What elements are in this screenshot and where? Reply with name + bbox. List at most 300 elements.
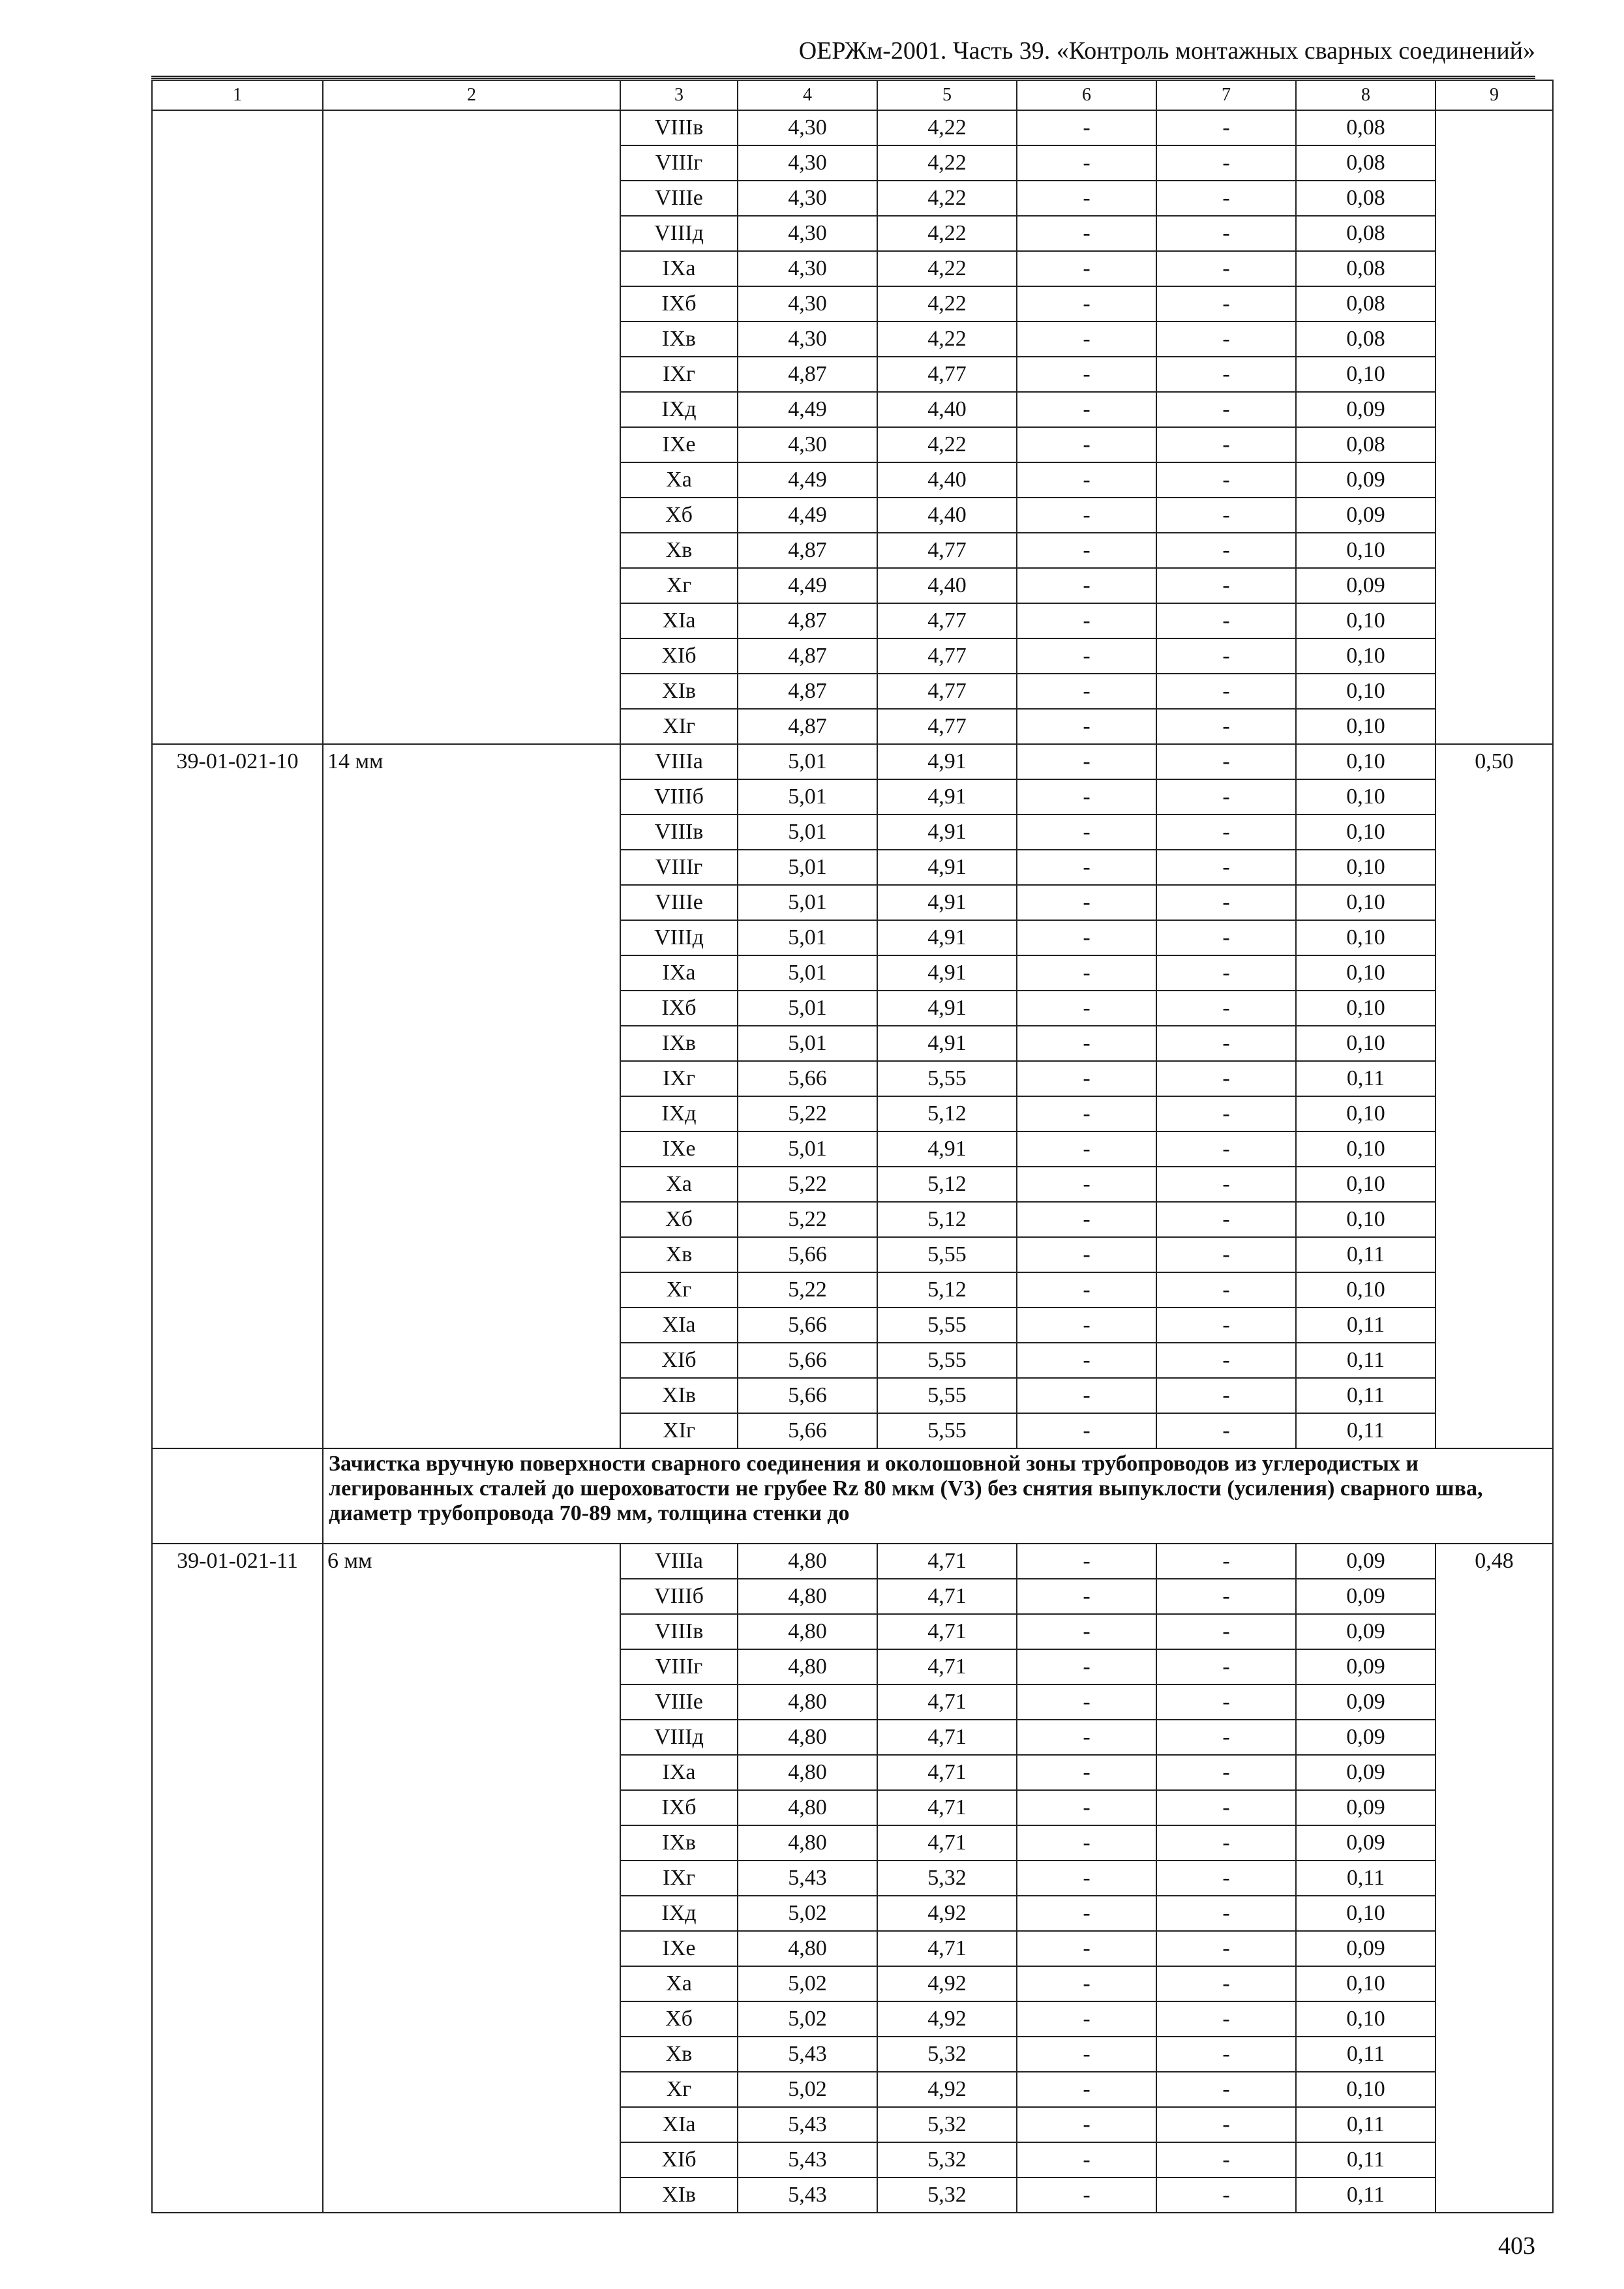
value-col-4: 4,30 [738, 145, 877, 181]
value-col-5: 5,32 [877, 2107, 1017, 2142]
region-code: Xв [620, 2037, 738, 2072]
value-col-5: 5,32 [877, 2037, 1017, 2072]
value-col-8: 0,10 [1296, 603, 1436, 638]
value-col-8: 0,11 [1296, 1308, 1436, 1343]
value-col-7: - [1156, 498, 1296, 533]
value-col-7: - [1156, 674, 1296, 709]
value-col-7: - [1156, 1202, 1296, 1237]
value-col-8: 0,10 [1296, 357, 1436, 392]
value-col-8: 0,11 [1296, 1237, 1436, 1272]
value-col-8: 0,11 [1296, 1861, 1436, 1896]
value-col-4: 5,22 [738, 1167, 877, 1202]
value-col-6: - [1017, 1272, 1156, 1308]
value-col-7: - [1156, 322, 1296, 357]
region-code: XIа [620, 1308, 738, 1343]
value-col-8: 0,10 [1296, 991, 1436, 1026]
value-col-6: - [1017, 568, 1156, 603]
value-col-8: 0,10 [1296, 1131, 1436, 1167]
value-col-6: - [1017, 815, 1156, 850]
total-value: 0,50 [1436, 744, 1553, 1448]
value-col-6: - [1017, 955, 1156, 991]
value-col-7: - [1156, 568, 1296, 603]
value-col-8: 0,09 [1296, 568, 1436, 603]
wall-thickness [323, 110, 620, 744]
value-col-4: 4,80 [738, 1579, 877, 1614]
value-col-5: 4,40 [877, 568, 1017, 603]
region-code: IXг [620, 1061, 738, 1096]
value-col-5: 4,71 [877, 1614, 1017, 1649]
value-col-4: 5,01 [738, 991, 877, 1026]
rate-code: 39-01-021-11 [152, 1544, 323, 2213]
region-code: IXа [620, 251, 738, 286]
value-col-6: - [1017, 920, 1156, 955]
value-col-7: - [1156, 1026, 1296, 1061]
value-col-5: 5,55 [877, 1308, 1017, 1343]
value-col-7: - [1156, 2072, 1296, 2107]
value-col-8: 0,09 [1296, 462, 1436, 498]
table-row [152, 744, 1553, 779]
value-col-4: 4,87 [738, 603, 877, 638]
value-col-4: 4,49 [738, 568, 877, 603]
value-col-7: - [1156, 603, 1296, 638]
value-col-4: 4,80 [738, 1931, 877, 1966]
value-col-4: 5,66 [738, 1343, 877, 1378]
value-col-4: 5,43 [738, 1861, 877, 1896]
region-code: XIг [620, 1413, 738, 1448]
column-number: 7 [1156, 80, 1296, 110]
value-col-4: 5,01 [738, 744, 877, 779]
value-col-5: 4,91 [877, 1026, 1017, 1061]
value-col-8: 0,10 [1296, 1896, 1436, 1931]
value-col-6: - [1017, 850, 1156, 885]
value-col-6: - [1017, 1966, 1156, 2001]
value-col-6: - [1017, 674, 1156, 709]
value-col-6: - [1017, 1378, 1156, 1413]
column-number: 8 [1296, 80, 1436, 110]
value-col-4: 4,30 [738, 181, 877, 216]
value-col-7: - [1156, 1931, 1296, 1966]
region-code: IXб [620, 1790, 738, 1825]
rate-code: 39-01-021-10 [152, 744, 323, 1448]
value-col-5: 4,22 [877, 181, 1017, 216]
value-col-7: - [1156, 2107, 1296, 2142]
value-col-5: 4,91 [877, 850, 1017, 885]
value-col-4: 4,49 [738, 462, 877, 498]
value-col-4: 4,80 [738, 1684, 877, 1720]
value-col-6: - [1017, 1861, 1156, 1896]
value-col-8: 0,10 [1296, 2072, 1436, 2107]
value-col-5: 4,71 [877, 1825, 1017, 1861]
value-col-8: 0,08 [1296, 216, 1436, 251]
value-col-6: - [1017, 2072, 1156, 2107]
value-col-6: - [1017, 779, 1156, 815]
page-header [151, 37, 1535, 79]
value-col-7: - [1156, 1896, 1296, 1931]
value-col-6: - [1017, 322, 1156, 357]
region-code: VIIIб [620, 1579, 738, 1614]
value-col-6: - [1017, 2142, 1156, 2177]
value-col-6: - [1017, 145, 1156, 181]
region-code: Xа [620, 462, 738, 498]
region-code: XIв [620, 1378, 738, 1413]
value-col-6: - [1017, 885, 1156, 920]
value-col-7: - [1156, 1343, 1296, 1378]
value-col-4: 5,01 [738, 815, 877, 850]
value-col-4: 5,66 [738, 1061, 877, 1096]
region-code: Xг [620, 2072, 738, 2107]
value-col-7: - [1156, 885, 1296, 920]
value-col-6: - [1017, 1896, 1156, 1931]
value-col-6: - [1017, 1825, 1156, 1861]
value-col-4: 4,80 [738, 1755, 877, 1790]
value-col-7: - [1156, 251, 1296, 286]
value-col-8: 0,09 [1296, 1544, 1436, 1579]
value-col-5: 4,77 [877, 674, 1017, 709]
total-value [1436, 110, 1553, 744]
value-col-6: - [1017, 1131, 1156, 1167]
value-col-4: 4,80 [738, 1825, 877, 1861]
value-col-5: 4,40 [877, 462, 1017, 498]
region-code: IXа [620, 955, 738, 991]
value-col-8: 0,10 [1296, 533, 1436, 568]
value-col-6: - [1017, 462, 1156, 498]
value-col-7: - [1156, 427, 1296, 462]
value-col-7: - [1156, 1308, 1296, 1343]
value-col-7: - [1156, 462, 1296, 498]
value-col-4: 5,02 [738, 1966, 877, 2001]
region-code: XIв [620, 674, 738, 709]
region-code: IXе [620, 427, 738, 462]
value-col-4: 5,01 [738, 920, 877, 955]
value-col-7: - [1156, 1861, 1296, 1896]
value-col-5: 5,32 [877, 1861, 1017, 1896]
value-col-4: 4,80 [738, 1720, 877, 1755]
region-code: VIIIе [620, 181, 738, 216]
value-col-4: 5,43 [738, 2177, 877, 2213]
value-col-4: 5,43 [738, 2107, 877, 2142]
value-col-5: 5,32 [877, 2142, 1017, 2177]
value-col-7: - [1156, 2037, 1296, 2072]
value-col-5: 5,32 [877, 2177, 1017, 2213]
value-col-8: 0,09 [1296, 1614, 1436, 1649]
value-col-4: 5,22 [738, 1272, 877, 1308]
column-number: 9 [1436, 80, 1553, 110]
value-col-5: 4,91 [877, 779, 1017, 815]
value-col-5: 4,92 [877, 2072, 1017, 2107]
value-col-4: 5,01 [738, 1026, 877, 1061]
value-col-5: 4,91 [877, 1131, 1017, 1167]
value-col-7: - [1156, 286, 1296, 322]
region-code: VIIIд [620, 216, 738, 251]
value-col-7: - [1156, 1684, 1296, 1720]
value-col-5: 4,22 [877, 216, 1017, 251]
value-col-4: 5,22 [738, 1202, 877, 1237]
value-col-5: 4,71 [877, 1790, 1017, 1825]
value-col-7: - [1156, 1167, 1296, 1202]
value-col-7: - [1156, 2001, 1296, 2037]
value-col-5: 4,92 [877, 1896, 1017, 1931]
value-col-6: - [1017, 216, 1156, 251]
document-title: ОЕРЖм-2001. Часть 39. «Контроль монтажных сварных соединений» [798, 37, 1535, 65]
value-col-6: - [1017, 991, 1156, 1026]
value-col-6: - [1017, 1790, 1156, 1825]
value-col-5: 4,71 [877, 1755, 1017, 1790]
value-col-6: - [1017, 286, 1156, 322]
region-code: VIIIб [620, 779, 738, 815]
value-col-7: - [1156, 991, 1296, 1026]
value-col-8: 0,08 [1296, 427, 1436, 462]
value-col-4: 5,01 [738, 885, 877, 920]
value-col-4: 4,80 [738, 1649, 877, 1684]
value-col-5: 4,22 [877, 110, 1017, 145]
value-col-5: 4,71 [877, 1579, 1017, 1614]
value-col-5: 4,77 [877, 709, 1017, 744]
region-code: IXв [620, 1825, 738, 1861]
value-col-7: - [1156, 850, 1296, 885]
value-col-6: - [1017, 1684, 1156, 1720]
value-col-5: 5,55 [877, 1237, 1017, 1272]
value-col-7: - [1156, 709, 1296, 744]
value-col-6: - [1017, 2037, 1156, 2072]
value-col-7: - [1156, 1614, 1296, 1649]
value-col-8: 0,08 [1296, 181, 1436, 216]
value-col-6: - [1017, 1649, 1156, 1684]
region-code: IXг [620, 357, 738, 392]
value-col-7: - [1156, 1790, 1296, 1825]
value-col-4: 4,30 [738, 110, 877, 145]
value-col-8: 0,09 [1296, 1649, 1436, 1684]
value-col-7: - [1156, 920, 1296, 955]
value-col-4: 5,01 [738, 779, 877, 815]
value-col-5: 4,22 [877, 286, 1017, 322]
column-number: 4 [738, 80, 877, 110]
region-code: Xг [620, 568, 738, 603]
value-col-8: 0,11 [1296, 1343, 1436, 1378]
value-col-5: 4,77 [877, 603, 1017, 638]
section-description: Зачистка вручную поверхности сварного соединения и околошовной зоны трубопроводов из углеродистых и легированных сталей до шероховатости не грубее Rz 80 мкм (V3) без снятия выпуклости (усиления) сварного шва, диаметр трубопровода 70-89 мм, толщина стенки до [323, 1448, 1553, 1544]
value-col-7: - [1156, 2177, 1296, 2213]
rate-code [152, 110, 323, 744]
region-code: Xб [620, 1202, 738, 1237]
value-col-8: 0,09 [1296, 1755, 1436, 1790]
value-col-7: - [1156, 216, 1296, 251]
region-code: VIIIа [620, 1544, 738, 1579]
region-code: Xб [620, 498, 738, 533]
region-code: VIIIе [620, 885, 738, 920]
value-col-6: - [1017, 2107, 1156, 2142]
value-col-8: 0,11 [1296, 1378, 1436, 1413]
value-col-8: 0,10 [1296, 1202, 1436, 1237]
value-col-5: 4,91 [877, 991, 1017, 1026]
region-code: IXд [620, 1896, 738, 1931]
region-code: Xа [620, 1966, 738, 2001]
value-col-4: 4,30 [738, 251, 877, 286]
value-col-8: 0,10 [1296, 1026, 1436, 1061]
value-col-7: - [1156, 1131, 1296, 1167]
table-row [152, 1544, 1553, 1579]
value-col-5: 5,55 [877, 1378, 1017, 1413]
region-code: Xв [620, 533, 738, 568]
value-col-5: 5,12 [877, 1096, 1017, 1131]
value-col-8: 0,11 [1296, 2107, 1436, 2142]
value-col-8: 0,10 [1296, 850, 1436, 885]
value-col-6: - [1017, 1167, 1156, 1202]
region-code: XIб [620, 2142, 738, 2177]
column-number: 5 [877, 80, 1017, 110]
region-code: IXд [620, 392, 738, 427]
value-col-8: 0,09 [1296, 392, 1436, 427]
value-col-8: 0,08 [1296, 145, 1436, 181]
value-col-5: 4,91 [877, 920, 1017, 955]
value-col-6: - [1017, 1061, 1156, 1096]
value-col-7: - [1156, 1966, 1296, 2001]
region-code: IXв [620, 322, 738, 357]
region-code: XIа [620, 603, 738, 638]
value-col-8: 0,10 [1296, 744, 1436, 779]
value-col-7: - [1156, 145, 1296, 181]
value-col-6: - [1017, 110, 1156, 145]
value-col-7: - [1156, 2142, 1296, 2177]
value-col-4: 4,80 [738, 1790, 877, 1825]
value-col-4: 5,02 [738, 1896, 877, 1931]
value-col-7: - [1156, 779, 1296, 815]
value-col-6: - [1017, 1755, 1156, 1790]
region-code: Xб [620, 2001, 738, 2037]
value-col-5: 4,91 [877, 744, 1017, 779]
value-col-6: - [1017, 1308, 1156, 1343]
value-col-7: - [1156, 1272, 1296, 1308]
value-col-6: - [1017, 1096, 1156, 1131]
value-col-7: - [1156, 815, 1296, 850]
value-col-7: - [1156, 955, 1296, 991]
value-col-8: 0,10 [1296, 1096, 1436, 1131]
value-col-4: 5,66 [738, 1378, 877, 1413]
value-col-7: - [1156, 1544, 1296, 1579]
value-col-8: 0,09 [1296, 498, 1436, 533]
value-col-5: 5,55 [877, 1413, 1017, 1448]
value-col-5: 5,12 [877, 1272, 1017, 1308]
value-col-5: 4,92 [877, 2001, 1017, 2037]
value-col-6: - [1017, 1343, 1156, 1378]
value-col-6: - [1017, 1720, 1156, 1755]
value-col-4: 5,66 [738, 1237, 877, 1272]
region-code: VIIIд [620, 920, 738, 955]
value-col-7: - [1156, 181, 1296, 216]
value-col-8: 0,09 [1296, 1579, 1436, 1614]
value-col-6: - [1017, 1237, 1156, 1272]
region-code: VIIIг [620, 145, 738, 181]
value-col-4: 4,87 [738, 674, 877, 709]
value-col-7: - [1156, 1755, 1296, 1790]
value-col-7: - [1156, 1096, 1296, 1131]
value-col-4: 4,30 [738, 216, 877, 251]
region-code: XIб [620, 1343, 738, 1378]
value-col-4: 4,87 [738, 709, 877, 744]
value-col-8: 0,09 [1296, 1790, 1436, 1825]
value-col-8: 0,10 [1296, 638, 1436, 674]
column-number: 2 [323, 80, 620, 110]
wall-thickness: 6 мм [323, 1544, 620, 2213]
value-col-6: - [1017, 533, 1156, 568]
region-code: VIIIа [620, 744, 738, 779]
region-code: VIIIг [620, 1649, 738, 1684]
value-col-4: 5,43 [738, 2142, 877, 2177]
column-number: 3 [620, 80, 738, 110]
value-col-4: 5,43 [738, 2037, 877, 2072]
column-number-row [152, 80, 1553, 110]
value-col-5: 4,22 [877, 322, 1017, 357]
section-description-row [152, 1448, 1553, 1544]
value-col-6: - [1017, 1614, 1156, 1649]
value-col-7: - [1156, 1825, 1296, 1861]
value-col-8: 0,10 [1296, 885, 1436, 920]
column-number: 6 [1017, 80, 1156, 110]
value-col-4: 5,66 [738, 1413, 877, 1448]
value-col-6: - [1017, 2177, 1156, 2213]
value-col-4: 4,80 [738, 1544, 877, 1579]
value-col-6: - [1017, 1413, 1156, 1448]
value-col-7: - [1156, 392, 1296, 427]
value-col-5: 4,40 [877, 392, 1017, 427]
value-col-6: - [1017, 2001, 1156, 2037]
region-code: XIг [620, 709, 738, 744]
value-col-5: 5,55 [877, 1061, 1017, 1096]
value-col-6: - [1017, 638, 1156, 674]
value-col-8: 0,10 [1296, 920, 1436, 955]
value-col-6: - [1017, 1931, 1156, 1966]
value-col-6: - [1017, 357, 1156, 392]
value-col-8: 0,11 [1296, 2177, 1436, 2213]
value-col-8: 0,11 [1296, 2037, 1436, 2072]
value-col-8: 0,10 [1296, 1272, 1436, 1308]
value-col-8: 0,08 [1296, 251, 1436, 286]
value-col-4: 5,01 [738, 1131, 877, 1167]
value-col-5: 4,22 [877, 427, 1017, 462]
column-number: 1 [152, 80, 323, 110]
region-code: IXг [620, 1861, 738, 1896]
value-col-8: 0,10 [1296, 1966, 1436, 2001]
table-row [152, 110, 1553, 145]
value-col-4: 4,30 [738, 427, 877, 462]
wall-thickness: 14 мм [323, 744, 620, 1448]
value-col-4: 4,87 [738, 357, 877, 392]
value-col-8: 0,09 [1296, 1720, 1436, 1755]
region-code: IXв [620, 1026, 738, 1061]
value-col-8: 0,11 [1296, 1061, 1436, 1096]
value-col-5: 4,92 [877, 1966, 1017, 2001]
value-col-7: - [1156, 357, 1296, 392]
value-col-8: 0,10 [1296, 955, 1436, 991]
value-col-5: 4,71 [877, 1684, 1017, 1720]
value-col-6: - [1017, 709, 1156, 744]
value-col-5: 4,22 [877, 251, 1017, 286]
value-col-4: 5,02 [738, 2001, 877, 2037]
value-col-7: - [1156, 1061, 1296, 1096]
region-code: XIа [620, 2107, 738, 2142]
value-col-5: 4,40 [877, 498, 1017, 533]
value-col-7: - [1156, 110, 1296, 145]
page-number: 403 [1498, 2232, 1535, 2260]
value-col-8: 0,08 [1296, 110, 1436, 145]
value-col-7: - [1156, 1237, 1296, 1272]
region-code: IXа [620, 1755, 738, 1790]
value-col-5: 4,22 [877, 145, 1017, 181]
value-col-5: 4,71 [877, 1931, 1017, 1966]
value-col-6: - [1017, 603, 1156, 638]
value-col-5: 5,12 [877, 1167, 1017, 1202]
value-col-7: - [1156, 1649, 1296, 1684]
value-col-7: - [1156, 1413, 1296, 1448]
